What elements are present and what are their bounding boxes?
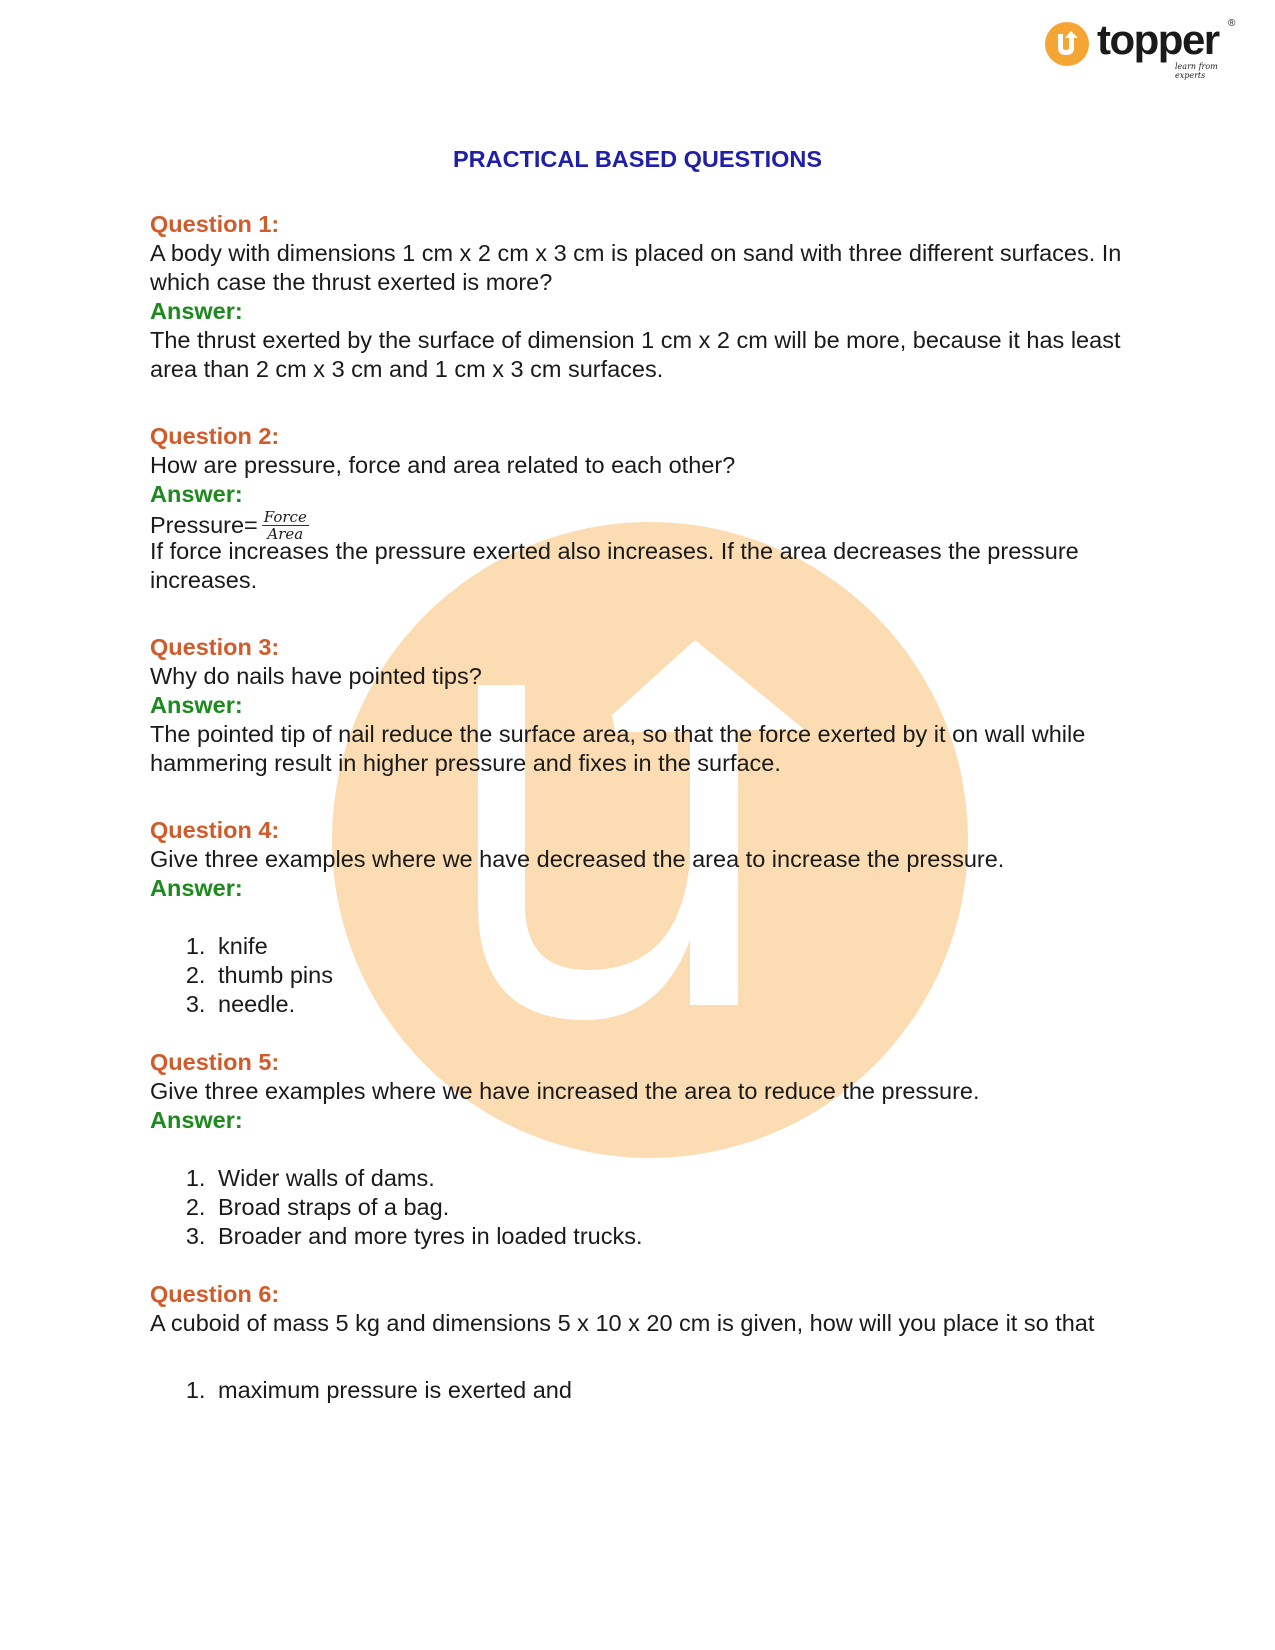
question-text: Give three examples where we have increased the area to reduce the pressure. — [150, 1078, 980, 1104]
question-text: Give three examples where we have decreased the area to increase the pressure. — [150, 846, 1005, 872]
question-label: Question 4: — [150, 817, 280, 843]
list-item: 3. needle. — [212, 990, 1150, 1019]
page-title: PRACTICAL BASED QUESTIONS — [452, 146, 823, 172]
question-block-5 — [150, 1048, 1150, 1251]
brand-tagline: learn from experts — [1175, 62, 1218, 80]
question-block-4 — [150, 816, 1150, 1019]
list-item: 1. knife — [212, 932, 1150, 961]
question-block-1 — [150, 210, 1150, 384]
answer-text: If force increases the pressure exerted also increases. If the area decreases the pressure increases. — [150, 538, 1079, 593]
list-item: 2. thumb pins — [212, 961, 1150, 990]
question-label: Question 3: — [150, 634, 280, 660]
answer-label: Answer: — [150, 692, 243, 718]
answer-label: Answer: — [150, 298, 243, 324]
document-body — [150, 146, 1150, 1443]
question-label: Question 6: — [150, 1281, 280, 1307]
question-text: Why do nails have pointed tips? — [150, 663, 482, 689]
question-label: Question 1: — [150, 211, 280, 237]
question-label: Question 5: — [150, 1049, 280, 1075]
registered-mark: ® — [1228, 18, 1236, 29]
condition-list — [150, 1376, 1150, 1405]
question-block-2 — [150, 422, 1150, 595]
formula-lhs: Pressure= — [150, 511, 258, 538]
brand-logo — [1045, 16, 1245, 80]
formula-denominator: Area — [267, 524, 304, 543]
question-text: How are pressure, force and area related to each other? — [150, 452, 736, 478]
formula-numerator: Force — [263, 507, 307, 526]
question-block-6 — [150, 1280, 1150, 1405]
answer-text: The thrust exerted by the surface of dimension 1 cm x 2 cm will be more, because it has least area than 2 cm x 3 cm and 1 cm x 3 cm surfaces. — [150, 327, 1121, 382]
question-label: Question 2: — [150, 423, 280, 449]
u-arrow-icon — [1045, 22, 1089, 66]
list-item: 1. maximum pressure is exerted and — [212, 1376, 1150, 1405]
list-item: 1. Wider walls of dams. — [212, 1164, 1150, 1193]
answer-list — [150, 1164, 1150, 1251]
list-item: 2. Broad straps of a bag. — [212, 1193, 1150, 1222]
answer-label: Answer: — [150, 875, 243, 901]
answer-text: The pointed tip of nail reduce the surface area, so that the force exerted by it on wall while hammering result in higher pressure and fixes in the surface. — [150, 721, 1086, 776]
list-item: 3. Broader and more tyres in loaded trucks. — [212, 1222, 1150, 1251]
answer-list — [150, 932, 1150, 1019]
answer-label: Answer: — [150, 481, 243, 507]
question-text: A cuboid of mass 5 kg and dimensions 5 x 10 x 20 cm is given, how will you place it so that — [150, 1310, 1095, 1336]
question-text: A body with dimensions 1 cm x 2 cm x 3 cm is placed on sand with three different surfaces. In which case the thrust exerted is more? — [150, 240, 1122, 295]
question-block-3 — [150, 633, 1150, 778]
answer-label: Answer: — [150, 1107, 243, 1133]
brand-name: topper — [1097, 16, 1219, 63]
